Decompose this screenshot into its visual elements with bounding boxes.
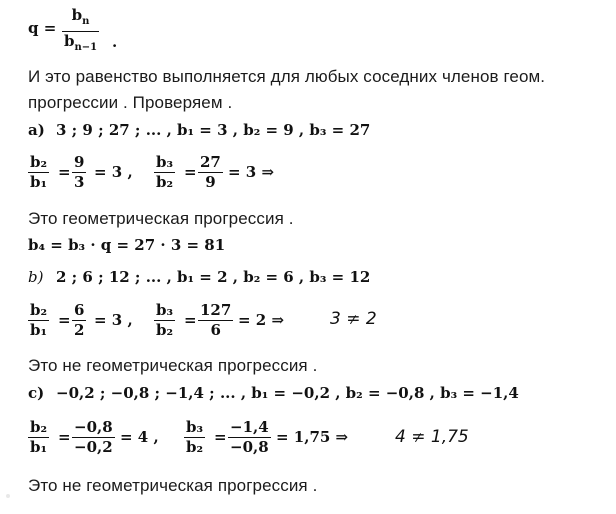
part-c-sequence: −0,2 ; −0,8 ; −1,4 ; ... , b₁ = −0,2 , b₂ = −0,8 , b₃ = −1,4 (56, 384, 519, 402)
part-b-label: b) (28, 268, 44, 286)
part-c-ratio-1: b₂ b₁ (30, 418, 48, 456)
part-a-eq-2: = (184, 163, 197, 181)
formula-denominator: $b_{n-1}$ (64, 32, 98, 53)
part-a-sequence: 3 ; 9 ; 27 ; ... , b₁ = 3 , b₂ = 9 , b₃ = 27 (56, 121, 371, 139)
part-c-value-1: −0,8 −0,2 (74, 418, 113, 456)
part-b-conclusion: Это не геометрическая прогрессия . (28, 356, 318, 375)
part-c-result-1: = 4 , (120, 428, 159, 446)
part-b-result-1: = 3 , (94, 311, 133, 329)
formula-end: . (112, 33, 118, 51)
part-c-eq-2: = (214, 428, 227, 446)
part-b-sequence: 2 ; 6 ; 12 ; ... , b₁ = 2 , b₂ = 6 , b₃ = 12 (56, 268, 371, 286)
part-a-b4: b₄ = b₃ · q = 27 · 3 = 81 (28, 236, 226, 254)
part-a-result-2: = 3 ⇒ (228, 163, 275, 181)
part-c-ratio-2: b₃ b₂ (186, 418, 204, 456)
part-a-eq-1: = (58, 163, 71, 181)
part-a-result-1: = 3 , (94, 163, 133, 181)
part-c-eq-1: = (58, 428, 71, 446)
part-c-conclusion: Это не геометрическая прогрессия . (28, 476, 318, 495)
part-a-ratio-2: b₃ b₂ (156, 153, 174, 191)
part-a-conclusion: Это геометрическая прогрессия . (28, 209, 294, 228)
part-b-value-1: 6 2 (74, 301, 85, 339)
formula-fraction (62, 7, 99, 56)
part-a-ratio-1: b₂ b₁ (30, 153, 48, 191)
part-a-value-1: 9 3 (74, 153, 85, 191)
part-b-eq-2: = (184, 311, 197, 329)
part-b-value-2: 127 6 (200, 301, 232, 339)
part-b-ratio-1: b₂ b₁ (30, 301, 48, 339)
not-equal-sign: = (411, 427, 426, 447)
part-b-eq-1: = (58, 311, 71, 329)
part-b-result-2: = 2 ⇒ (238, 311, 285, 329)
part-c-result-2: = 1,75 ⇒ (276, 428, 349, 446)
formula-numerator: $b_n$ (71, 6, 90, 27)
part-c-handwritten-inequality: 4 = 1,75 (395, 427, 469, 447)
part-a-label: a) (28, 121, 45, 139)
decorative-dot (6, 494, 10, 498)
part-b-handwritten-inequality: 3 = 2 (330, 309, 377, 329)
formula-lhs: q = (28, 19, 57, 37)
intro-line-1: И это равенство выполняется для любых соседних членов геом. (28, 67, 546, 86)
part-b-ratio-2: b₃ b₂ (156, 301, 174, 339)
part-c-label: c) (28, 384, 45, 402)
part-c-value-2: −1,4 −0,8 (230, 418, 269, 456)
not-equal-sign: = (346, 309, 361, 329)
part-a-value-2: 27 9 (200, 153, 221, 191)
intro-line-2: прогрессии . Проверяем . (28, 93, 233, 112)
